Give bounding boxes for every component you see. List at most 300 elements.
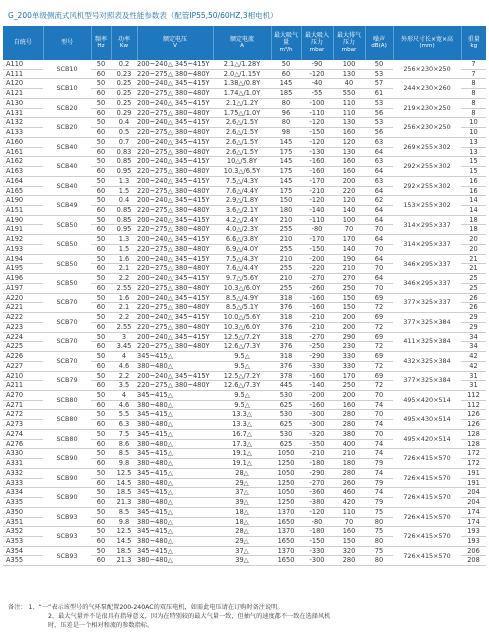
cell-vacuum: -80: [301, 517, 333, 527]
cell-weight: 13: [461, 147, 486, 157]
cell-vacuum: -350: [301, 439, 333, 449]
cell-airflow: 1650: [271, 556, 301, 566]
header-voltage: 额定电压 V: [137, 26, 213, 60]
cell-airflow: 60: [271, 69, 301, 79]
cell-vacuum: -200: [301, 390, 333, 400]
cell-model: A151: [3, 206, 43, 216]
cell-type: SCB49: [43, 196, 91, 215]
cell-pressure: 130: [333, 118, 365, 128]
cell-vacuum: -120: [301, 69, 333, 79]
model-group: [3, 527, 486, 546]
cell-freq: 60: [91, 89, 111, 99]
cell-vacuum: -180: [301, 527, 333, 537]
cell-vacuum: -290: [301, 468, 333, 478]
cell-noise: 64: [365, 186, 393, 196]
cell-dims: 256×230×250: [393, 60, 461, 79]
model-group: [3, 313, 486, 332]
cell-type: SCB50: [43, 215, 91, 234]
cell-power: 0.85: [111, 215, 137, 225]
header-freq: 频率 Hz: [91, 26, 111, 60]
cell-vacuum: -200: [301, 254, 333, 264]
cell-noise: 64: [365, 254, 393, 264]
cell-model: A333: [3, 478, 43, 488]
cell-airflow: 145: [271, 79, 301, 89]
cell-dims: 432×325×384: [393, 352, 461, 371]
cell-power: 2.2: [111, 313, 137, 323]
cell-freq: 50: [91, 429, 111, 439]
cell-voltage: 200~240△ 345~415Y: [137, 118, 213, 128]
cell-weight: 31: [461, 371, 486, 381]
cell-airflow: 145: [271, 176, 301, 186]
cell-noise: 63: [365, 137, 393, 147]
cell-power: 21.3: [111, 498, 137, 508]
cell-model: A164: [3, 176, 43, 186]
model-group: [3, 546, 486, 565]
cell-power: 1.6: [111, 293, 137, 303]
cell-current: 9.5△: [213, 352, 271, 362]
cell-vacuum: -120: [301, 507, 333, 517]
cell-weight: 126: [461, 420, 486, 430]
cell-airflow: 255: [271, 244, 301, 254]
cell-noise: 69: [365, 352, 393, 362]
cell-power: 18.5: [111, 488, 137, 498]
cell-dims: 346×295×337: [393, 254, 461, 273]
cell-pressure: 460: [333, 488, 365, 498]
cell-model: A355: [3, 556, 43, 566]
cell-freq: 50: [91, 468, 111, 478]
table-row: [3, 235, 486, 245]
cell-weight: 8: [461, 98, 486, 108]
cell-weight: 34: [461, 332, 486, 342]
table-row: [3, 196, 486, 206]
cell-weight: 193: [461, 536, 486, 546]
cell-model: A165: [3, 186, 43, 196]
note-line-2: 2、最大气量并不是很具有指导意义，因为在特别较的最大气量一致，但抽气的速度都不一致在选择风机: [48, 613, 331, 620]
cell-current: 10.3△/6.0Y: [213, 322, 271, 332]
cell-weight: 10: [461, 128, 486, 138]
cell-voltage: 345~415△: [137, 449, 213, 459]
cell-airflow: 1370: [271, 507, 301, 517]
cell-noise: 80: [365, 556, 393, 566]
cell-noise: 72: [365, 342, 393, 352]
cell-model: A131: [3, 108, 43, 118]
cell-power: 0.4: [111, 196, 137, 206]
table-row: [3, 468, 486, 478]
cell-model: A110: [3, 60, 43, 69]
cell-weight: 14: [461, 196, 486, 206]
cell-current: 12.6△/7.3Y: [213, 342, 271, 352]
cell-power: 12.5: [111, 527, 137, 537]
cell-current: 8.5△/5.1Y: [213, 303, 271, 313]
cell-freq: 50: [91, 176, 111, 186]
table-row: [3, 215, 486, 225]
cell-airflow: 376: [271, 303, 301, 313]
cell-dims: 269×255×302: [393, 137, 461, 156]
cell-pressure: 170: [333, 371, 365, 381]
cell-power: 9.8: [111, 517, 137, 527]
cell-current: 1.75△/1.0Y: [213, 108, 271, 118]
cell-voltage: 200~240△ 345~415Y: [137, 274, 213, 284]
cell-current: 8.5△/4.9Y: [213, 293, 271, 303]
cell-model: A273: [3, 420, 43, 430]
cell-voltage: 345~415△: [137, 410, 213, 420]
cell-voltage: 220~275△ 380~480Y: [137, 244, 213, 254]
cell-pressure: 210: [333, 264, 365, 274]
cell-power: 0.95: [111, 167, 137, 177]
cell-model: A193: [3, 244, 43, 254]
cell-freq: 50: [91, 60, 111, 69]
cell-model: A223: [3, 322, 43, 332]
cell-type: SCB50: [43, 235, 91, 254]
cell-vacuum: -80: [301, 225, 333, 235]
cell-weight: 15: [461, 157, 486, 167]
cell-current: 2.6△/1.5Y: [213, 137, 271, 147]
cell-weight: 172: [461, 449, 486, 459]
cell-pressure: 120: [333, 196, 365, 206]
cell-freq: 50: [91, 98, 111, 108]
cell-freq: 50: [91, 371, 111, 381]
cell-pressure: 160: [333, 167, 365, 177]
cell-freq: 60: [91, 361, 111, 371]
cell-power: 0.83: [111, 147, 137, 157]
model-group: [3, 507, 486, 526]
cell-dims: 292×255×302: [393, 157, 461, 176]
cell-dims: 244×230×260: [393, 79, 461, 98]
cell-current: 7.6△/4.4Y: [213, 186, 271, 196]
cell-airflow: 210: [271, 235, 301, 245]
cell-type: SCB10: [43, 79, 91, 98]
cell-model: A132: [3, 118, 43, 128]
cell-dims: 292×255×302: [393, 176, 461, 195]
cell-vacuum: -120: [301, 118, 333, 128]
cell-model: A222: [3, 313, 43, 323]
header-current: 额定电流 A: [213, 26, 271, 60]
cell-vacuum: -300: [301, 556, 333, 566]
cell-voltage: 200~240△ 345~415Y: [137, 235, 213, 245]
cell-dims: 314×295×337: [393, 235, 461, 254]
cell-type: SCB80: [43, 410, 91, 429]
cell-airflow: 1370: [271, 527, 301, 537]
cell-voltage: 380~480△: [137, 439, 213, 449]
cell-current: 10.0△/5.6Y: [213, 313, 271, 323]
table-row: [3, 254, 486, 264]
table-row: [3, 488, 486, 498]
cell-current: 10.3△/6.0Y: [213, 283, 271, 293]
model-group: [3, 488, 486, 507]
cell-weight: 7: [461, 69, 486, 79]
cell-noise: 69: [365, 293, 393, 303]
cell-type: SCB50: [43, 254, 91, 273]
cell-pressure: 380: [333, 429, 365, 439]
cell-model: A227: [3, 361, 43, 371]
table-row: [3, 332, 486, 342]
cell-model: A276: [3, 439, 43, 449]
cell-pressure: 110: [333, 507, 365, 517]
cell-weight: 10: [461, 118, 486, 128]
cell-model: A133: [3, 128, 43, 138]
cell-pressure: 100: [333, 215, 365, 225]
cell-weight: 21: [461, 264, 486, 274]
model-group: [3, 468, 486, 487]
cell-dims: 495×420×514: [393, 429, 461, 448]
cell-voltage: 220~275△ 380~480Y: [137, 283, 213, 293]
cell-current: 16.7△: [213, 429, 271, 439]
cell-power: 1.3: [111, 235, 137, 245]
cell-dims: 726×415×570: [393, 449, 461, 468]
cell-power: 4: [111, 352, 137, 362]
table-row: [3, 449, 486, 459]
model-group: [3, 60, 486, 79]
model-group: [3, 79, 486, 98]
cell-airflow: 376: [271, 322, 301, 332]
cell-noise: 70: [365, 429, 393, 439]
cell-noise: 79: [365, 459, 393, 469]
cell-noise: 70: [365, 283, 393, 293]
cell-model: A270: [3, 390, 43, 400]
cell-weight: 174: [461, 517, 486, 527]
cell-airflow: 625: [271, 420, 301, 430]
cell-pressure: 210: [333, 449, 365, 459]
cell-noise: 64: [365, 274, 393, 284]
cell-power: 3: [111, 332, 137, 342]
cell-current: 2.1△/1.2Y: [213, 98, 271, 108]
cell-airflow: 210: [271, 274, 301, 284]
cell-freq: 60: [91, 303, 111, 313]
cell-current: 10.3△/6.5Y: [213, 167, 271, 177]
cell-type: SCB90: [43, 449, 91, 468]
cell-vacuum: -90: [301, 60, 333, 69]
cell-voltage: 200~240△ 345~415Y: [137, 176, 213, 186]
cell-voltage: 345~415△: [137, 507, 213, 517]
cell-pressure: 180: [333, 459, 365, 469]
cell-noise: 72: [365, 322, 393, 332]
cell-power: 0.25: [111, 79, 137, 89]
cell-vacuum: -55: [301, 89, 333, 99]
cell-model: A353: [3, 536, 43, 546]
cell-freq: 60: [91, 517, 111, 527]
model-group: [3, 352, 486, 371]
cell-weight: 191: [461, 468, 486, 478]
cell-weight: 18: [461, 225, 486, 235]
cell-voltage: 200~240△ 345~415Y: [137, 371, 213, 381]
cell-type: SCB80: [43, 390, 91, 409]
cell-airflow: 1650: [271, 536, 301, 546]
cell-freq: 50: [91, 235, 111, 245]
cell-weight: 34: [461, 342, 486, 352]
cell-vacuum: -210: [301, 322, 333, 332]
cell-type: SCB93: [43, 507, 91, 526]
cell-dims: 377×325×384: [393, 313, 461, 332]
cell-power: 0.29: [111, 108, 137, 118]
cell-freq: 60: [91, 108, 111, 118]
notes: [8, 603, 484, 630]
cell-noise: 72: [365, 381, 393, 391]
cell-weight: 20: [461, 244, 486, 254]
model-group: [3, 254, 486, 273]
cell-weight: 8: [461, 79, 486, 89]
model-group: [3, 274, 486, 293]
cell-noise: 74: [365, 488, 393, 498]
cell-pressure: 160: [333, 157, 365, 167]
cell-noise: 79: [365, 498, 393, 508]
cell-power: 1.6: [111, 254, 137, 264]
cell-power: 3.5: [111, 381, 137, 391]
model-group: [3, 390, 486, 409]
cell-freq: 60: [91, 381, 111, 391]
cell-current: 10△/5.8Y: [213, 157, 271, 167]
cell-pressure: 320: [333, 546, 365, 556]
cell-freq: 50: [91, 118, 111, 128]
cell-freq: 50: [91, 293, 111, 303]
cell-noise: 53: [365, 69, 393, 79]
cell-power: 0.25: [111, 89, 137, 99]
cell-type: SCB70: [43, 332, 91, 351]
cell-weight: 26: [461, 293, 486, 303]
cell-vacuum: -120: [301, 196, 333, 206]
cell-pressure: 250: [333, 381, 365, 391]
cell-noise: 70: [365, 264, 393, 274]
cell-voltage: 220~275△ 380~480Y: [137, 69, 213, 79]
cell-pressure: 200: [333, 313, 365, 323]
cell-vacuum: -110: [301, 215, 333, 225]
cell-pressure: 550: [333, 89, 365, 99]
cell-freq: 50: [91, 79, 111, 89]
cell-vacuum: -380: [301, 498, 333, 508]
cell-freq: 50: [91, 274, 111, 284]
cell-freq: 60: [91, 186, 111, 196]
cell-current: 19.1△: [213, 449, 271, 459]
cell-vacuum: -290: [301, 352, 333, 362]
cell-noise: 64: [365, 167, 393, 177]
cell-model: A191: [3, 225, 43, 235]
cell-weight: 7: [461, 60, 486, 69]
cell-vacuum: -150: [301, 128, 333, 138]
cell-model: A163: [3, 167, 43, 177]
cell-freq: 60: [91, 556, 111, 566]
cell-power: 4.6: [111, 400, 137, 410]
cell-airflow: 625: [271, 439, 301, 449]
cell-pressure: 160: [333, 527, 365, 537]
cell-type: SCB80: [43, 429, 91, 448]
cell-airflow: 625: [271, 400, 301, 410]
cell-power: 2.2: [111, 274, 137, 284]
cell-pressure: 150: [333, 303, 365, 313]
cell-voltage: 380~480△: [137, 459, 213, 469]
cell-freq: 50: [91, 488, 111, 498]
model-group: [3, 293, 486, 312]
cell-current: 7.5△/4.3Y: [213, 176, 271, 186]
header-type: 型号: [43, 26, 91, 60]
cell-vacuum: -220: [301, 264, 333, 274]
cell-airflow: 318: [271, 313, 301, 323]
cell-weight: 13: [461, 137, 486, 147]
model-group: [3, 410, 486, 429]
cell-vacuum: -110: [301, 108, 333, 118]
cell-current: 9.7△/5.6Y: [213, 274, 271, 284]
cell-pressure: 270: [333, 274, 365, 284]
cell-vacuum: -130: [301, 147, 333, 157]
model-group: [3, 371, 486, 390]
cell-pressure: 190: [333, 254, 365, 264]
cell-weight: 8: [461, 108, 486, 118]
cell-voltage: 220~275△ 380~480Y: [137, 128, 213, 138]
cell-power: 2.1: [111, 303, 137, 313]
cell-airflow: 445: [271, 381, 301, 391]
cell-model: A130: [3, 98, 43, 108]
cell-freq: 60: [91, 439, 111, 449]
cell-current: 13.3△: [213, 410, 271, 420]
cell-airflow: 185: [271, 89, 301, 99]
cell-pressure: 200: [333, 176, 365, 186]
cell-freq: 60: [91, 478, 111, 488]
cell-pressure: 170: [333, 235, 365, 245]
cell-power: 12.5: [111, 468, 137, 478]
spec-table: [3, 26, 486, 566]
cell-noise: 75: [365, 507, 393, 517]
cell-freq: 60: [91, 498, 111, 508]
cell-power: 0.95: [111, 225, 137, 235]
cell-weight: 25: [461, 283, 486, 293]
cell-pressure: 130: [333, 69, 365, 79]
page-title: G_200单级侧流式风机型号对照表及性能参数表（配管IP55,50/60HZ,3相电机）: [8, 11, 278, 20]
header-model: 自统号: [3, 26, 43, 60]
cell-current: 29△: [213, 536, 271, 546]
cell-model: A271: [3, 400, 43, 410]
cell-power: 1.5: [111, 186, 137, 196]
cell-voltage: 380~480△: [137, 478, 213, 488]
cell-airflow: 1650: [271, 517, 301, 527]
cell-freq: 50: [91, 390, 111, 400]
cell-noise: 75: [365, 546, 393, 556]
cell-freq: 60: [91, 244, 111, 254]
cell-noise: 74: [365, 468, 393, 478]
cell-current: 9.5△: [213, 400, 271, 410]
cell-noise: 57: [365, 79, 393, 89]
cell-airflow: 1250: [271, 498, 301, 508]
cell-airflow: 1050: [271, 488, 301, 498]
cell-noise: 64: [365, 235, 393, 245]
cell-model: A160: [3, 137, 43, 147]
cell-vacuum: -140: [301, 381, 333, 391]
cell-current: 6.6△/3.8Y: [213, 235, 271, 245]
cell-vacuum: -160: [301, 371, 333, 381]
cell-type: SCB40: [43, 176, 91, 195]
cell-freq: 60: [91, 147, 111, 157]
cell-freq: 50: [91, 215, 111, 225]
cell-model: A352: [3, 527, 43, 537]
table-row: [3, 429, 486, 439]
cell-noise: 53: [365, 118, 393, 128]
cell-airflow: 180: [271, 206, 301, 216]
cell-power: 2.55: [111, 322, 137, 332]
cell-noise: 56: [365, 108, 393, 118]
cell-vacuum: -160: [301, 157, 333, 167]
cell-freq: 60: [91, 536, 111, 546]
cell-voltage: 380~480△: [137, 400, 213, 410]
cell-weight: 204: [461, 498, 486, 508]
cell-dims: 256×230×250: [393, 118, 461, 137]
cell-current: 2.0△/1.15Y: [213, 69, 271, 79]
cell-current: 29△: [213, 478, 271, 488]
cell-weight: 172: [461, 459, 486, 469]
cell-current: 12.5△/7.2Y: [213, 371, 271, 381]
cell-freq: 50: [91, 352, 111, 362]
cell-voltage: 345~415△: [137, 352, 213, 362]
cell-noise: 74: [365, 439, 393, 449]
cell-vacuum: -210: [301, 313, 333, 323]
cell-model: A331: [3, 459, 43, 469]
cell-current: 2.6△/1.5Y: [213, 128, 271, 138]
